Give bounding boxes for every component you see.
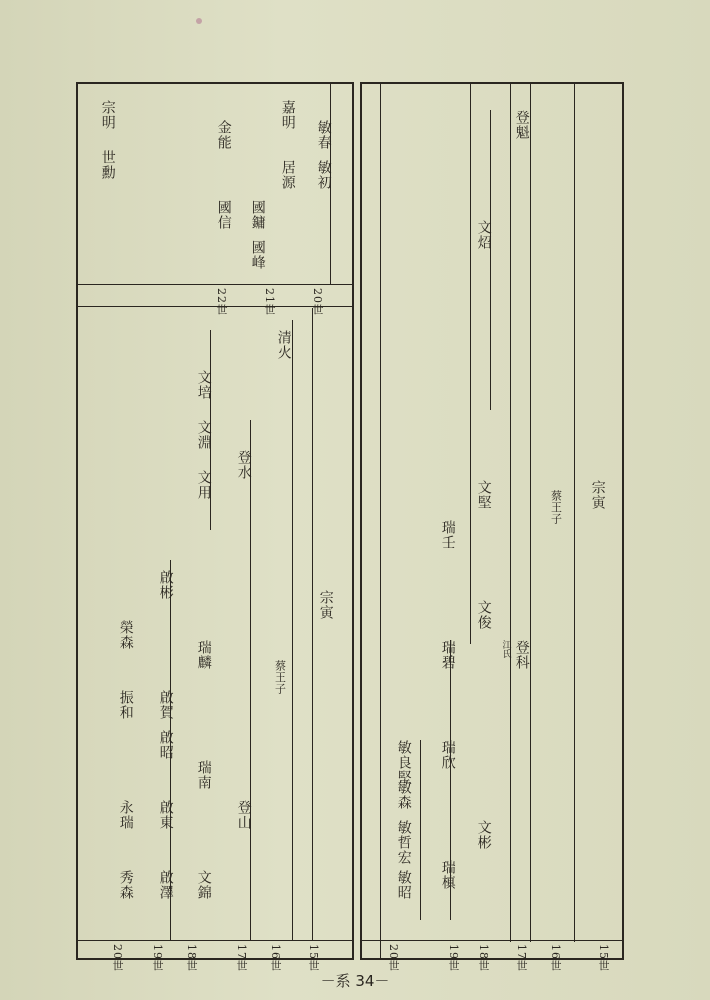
generation-label: 18世	[477, 944, 490, 972]
person-name: 瑞欣	[439, 740, 456, 770]
person-name: 文培	[195, 370, 212, 400]
tree-line	[490, 110, 491, 410]
person-name: 國鏞	[249, 200, 266, 230]
generation-label: 22世	[215, 288, 228, 316]
generation-label: 16世	[549, 944, 562, 972]
person-name: 敏良堅	[395, 740, 412, 785]
person-name: 敏昭	[395, 870, 412, 900]
tree-line	[530, 84, 531, 942]
tree-line	[470, 84, 471, 644]
person-name: 秀森	[117, 870, 134, 900]
person-name: 蔡王子	[273, 660, 287, 695]
person-name: 宗寅	[317, 590, 334, 620]
person-name: 永瑞	[117, 800, 134, 830]
person-name: 宗明	[99, 100, 116, 130]
generation-label: 18世	[185, 944, 198, 972]
person-name: 世勳	[99, 150, 116, 180]
tree-line	[312, 308, 313, 940]
left-bottom-gen-row	[78, 940, 352, 941]
person-name: 文用	[195, 470, 212, 500]
generation-label: 15世	[307, 944, 320, 972]
right-gen-divider	[380, 84, 381, 958]
person-name: 文淵	[195, 420, 212, 450]
person-name: 敏春	[315, 120, 332, 150]
generation-label: 20世	[387, 944, 400, 972]
person-name: 振和	[117, 690, 134, 720]
person-name: 江氏	[500, 640, 511, 658]
generation-label: 20世	[311, 288, 324, 316]
tree-line	[250, 420, 251, 940]
person-name: 文錦	[195, 870, 212, 900]
person-name: 文俊	[475, 600, 492, 630]
person-name: 嘉明	[279, 100, 296, 130]
generation-label: 20世	[111, 944, 124, 972]
generation-label: 15世	[597, 944, 610, 972]
person-name: 啟昭	[157, 730, 174, 760]
person-name: 國峰	[249, 240, 266, 270]
generation-label: 21世	[263, 288, 276, 316]
person-name: 敏森	[395, 780, 412, 810]
person-name: 敏初	[315, 160, 332, 190]
person-name: 瑞壬	[439, 520, 456, 550]
person-name: 啟澤	[157, 870, 174, 900]
generation-label: 19世	[447, 944, 460, 972]
person-name: 瑞南	[195, 760, 212, 790]
left-top-divider	[78, 284, 352, 285]
person-name: 瑞碧	[439, 640, 456, 670]
right-gen-row-line	[362, 940, 622, 941]
person-name: 文堅	[475, 480, 492, 510]
person-name: 金能	[215, 120, 232, 150]
person-name: 清火	[275, 330, 292, 360]
person-name: 瑞麟	[195, 640, 212, 670]
generation-label: 17世	[515, 944, 528, 972]
tree-line	[574, 84, 575, 942]
person-name: 瑞槙	[439, 860, 456, 890]
person-name: 敏哲宏	[395, 820, 412, 865]
page-number: －系 34－	[320, 972, 390, 990]
person-name: 文彬	[475, 820, 492, 850]
tree-line	[292, 320, 293, 940]
tree-line	[510, 84, 511, 942]
person-name: 國信	[215, 200, 232, 230]
person-name: 蔡王子	[549, 490, 563, 525]
person-name: 登水	[235, 450, 252, 480]
person-name: 文炤	[475, 220, 492, 250]
person-name: 登魁	[513, 110, 530, 140]
ink-stain	[196, 18, 202, 24]
generation-label: 16世	[269, 944, 282, 972]
person-name: 啟彬	[157, 570, 174, 600]
tree-line	[420, 740, 421, 920]
person-name: 宗寅	[589, 480, 606, 510]
person-name: 登山	[235, 800, 252, 830]
person-name: 啟賀	[157, 690, 174, 720]
person-name: 啟東	[157, 800, 174, 830]
generation-label: 19世	[151, 944, 164, 972]
person-name: 居源	[279, 160, 296, 190]
generation-label: 17世	[235, 944, 248, 972]
person-name: 榮森	[117, 620, 134, 650]
person-name: 登科	[513, 640, 530, 670]
